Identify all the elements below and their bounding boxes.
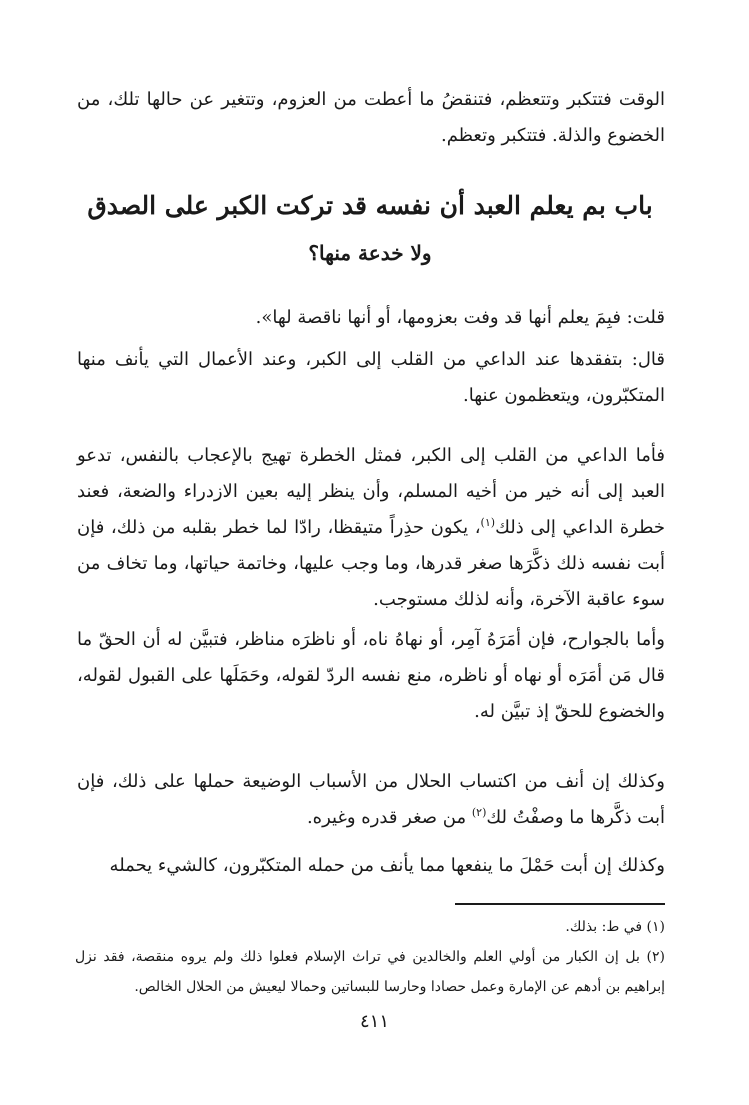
continuation-paragraph: الوقت فتتكبر وتتعظم، فتنقضُ ما أعطت من العزوم، وتتغير عن حالها تلك، من الخضوع والذلة. فتتكبر وتعظم. — [77, 89, 665, 146]
paragraph-carrying: وكذلك إن أبت حَمْلَ ما ينفعها مما يأنف من حمله المتكبّرون، كالشيء يحمله — [109, 855, 665, 876]
paragraph-lawful-earning — [77, 764, 665, 836]
paragraph-question: قلت: فبِمَ يعلم أنها قد وفت بعزومها، أو أنها ناقصة لها». — [255, 307, 665, 328]
footnote-separator — [455, 903, 665, 905]
chapter-subtitle: ولا خدعة منها؟ — [308, 241, 432, 265]
footnote-1: (١) في ط: بذلك. — [565, 919, 665, 935]
footnote-ref-2: (٢) — [471, 806, 487, 819]
paragraph-text-part: من صغر قدره وغيره. — [306, 807, 472, 828]
paragraph-text-part: وكذلك إن أنف من اكتساب الحلال من الأسباب الوضيعة حملها على ذلك، فإن أبت ذكَّرها ما وصفْتُ لك — [77, 771, 665, 828]
page-number: ٤١١ — [359, 1011, 389, 1032]
paragraph-limbs: وأما بالجوارح، فإن أمَرَهُ آمِر، أو نهاهُ ناه، أو ناظرَه مناظر، فتبيَّن له أن الحقّ ما قال مَن أمَرَه أو نهاه أو ناظره، منع نفسه الردّ لقوله، وحَمَلَها على القبول لقوله، والخضوع للحقّ إذ تبيَّن له. — [77, 629, 665, 722]
chapter-title: باب بم يعلم العبد أن نفسه قد تركت الكبر على الصدق — [87, 191, 653, 220]
paragraph-text-part: ، يكون حذِراً متيقظا، رادّا لما خطر بقلبه من ذلك، فإن أبت نفسه ذلك ذكَّرَها صغر قدرها، وما وجب عليها، وخاتمة حياتها، وما تخاف من سوء عاقبة الآخرة، وأنه لذلك مستوجب. — [77, 517, 665, 610]
paragraph-text-part: فأما الداعي من القلب إلى الكبر، فمثل الخطرة تهيج بالإعجاب بالنفس، تدعو العبد إلى أنه خير من أخيه المسلم، وأن ينظر إليه بعين الازدراء والضعة، فعند خطرة الداعي إلى ذلك — [77, 445, 665, 538]
footnote-ref-1: (١) — [480, 516, 496, 529]
paragraph-heart-motive — [77, 438, 665, 618]
footnote-2: (٢) بل إن الكبار من أولي العلم والخالدين في تراث الإسلام فعلوا ذلك ولم يروه منقصة، فقد نزل إبراهيم بن أدهم عن الإمارة وعمل حصادا وحارسا للبساتين وحمالا ليعيش من الحلال الخالص. — [75, 949, 665, 995]
footnotes — [75, 912, 665, 1002]
paragraph-answer: قال: بتفقدها عند الداعي من القلب إلى الكبر، وعند الأعمال التي يأنف منها المتكبّرون، ويتعظمون عنها. — [77, 349, 665, 406]
